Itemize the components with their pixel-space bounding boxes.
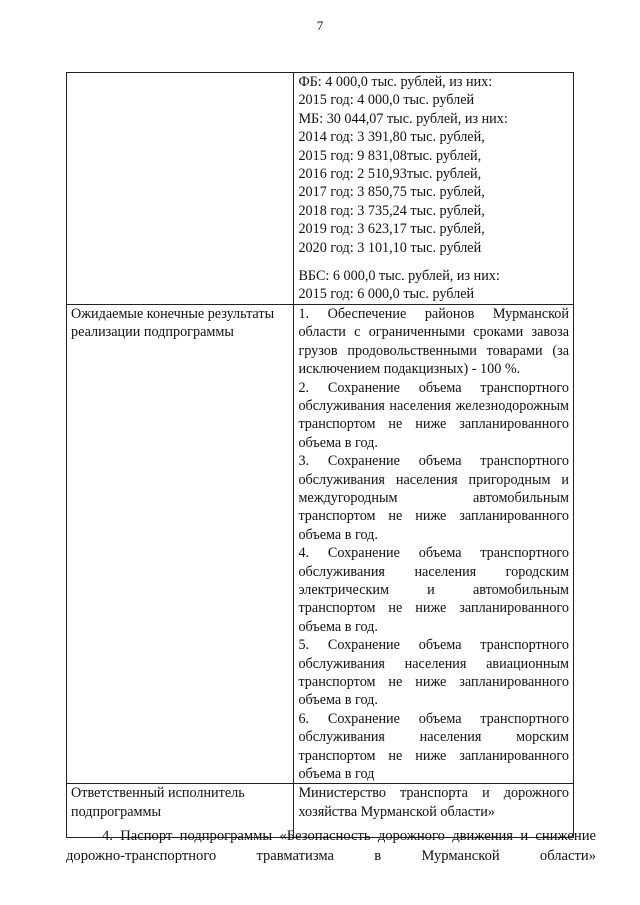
- result-item: 2. Сохранение объема транспортного обслуживания населения железнодорожным транспортом не ниже запланированного объема в год.: [298, 379, 569, 451]
- table-row-financing: [67, 73, 574, 305]
- finance-line: 2014 год: 3 391,80 тыс. рублей,: [298, 129, 485, 146]
- finance-line: 2020 год: 3 101,10 тыс. рублей: [298, 239, 482, 256]
- section-heading-text: 4. Паспорт подпрограммы «Безопасность дорожного движения и снижение дорожно-транспортного травматизма в Мурманской области»: [66, 828, 596, 864]
- result-item: 1. Обеспечение районов Мурманской области с ограниченными сроками завоза грузов продовольственными товарами (за исключением подакцизных) - 100 %.: [298, 305, 569, 378]
- finance-line: МБ: 30 044,07 тыс. рублей, из них:: [298, 110, 508, 127]
- finance-line: 2019 год: 3 623,17 тыс. рублей,: [298, 221, 485, 238]
- finance-line: 2015 год: 4 000,0 тыс. рублей: [298, 92, 475, 109]
- table-row-results: [67, 304, 574, 784]
- result-item: 4. Сохранение объема транспортного обслуживания населения городским электрическим и автомобильным транспортом не ниже запланированного объема в год.: [298, 545, 569, 635]
- finance-line: 2017 год: 3 850,75 тыс. рублей,: [298, 184, 485, 201]
- finance-line: 2016 год: 2 510,93тыс. рублей,: [298, 166, 482, 183]
- finance-line: 2015 год: 6 000,0 тыс. рублей: [298, 286, 475, 303]
- finance-line: 2018 год: 3 735,24 тыс. рублей,: [298, 202, 485, 219]
- financing-label-cell: [67, 73, 294, 305]
- page-number: 7: [316, 18, 324, 33]
- result-item: 6. Сохранение объема транспортного обслуживания населения морским транспортом не ниже запланированного объема в год: [298, 710, 569, 783]
- financing-value-cell: [294, 73, 574, 305]
- results-value-cell: [294, 304, 574, 784]
- subprogram-passport-table: [66, 72, 574, 838]
- finance-line: ФБ: 4 000,0 тыс. рублей, из них:: [298, 74, 493, 90]
- result-item: 5. Сохранение объема транспортного обслуживания населения авиационным транспортом не ниже запланированного объема в год.: [298, 637, 569, 709]
- executor-label-cell: Ответственный исполнитель подпрограммы: [67, 784, 294, 838]
- executor-value: Министерство транспорта и дорожного хозяйства Мурманской области»: [298, 785, 569, 820]
- finance-line: 2015 год: 9 831,08тыс. рублей,: [298, 147, 482, 164]
- finance-line: ВБС: 6 000,0 тыс. рублей, из них:: [298, 268, 500, 285]
- results-label-cell: Ожидаемые конечные результаты реализации подпрограммы: [67, 304, 294, 784]
- section-heading: [66, 826, 596, 866]
- finance-spacer: [298, 257, 569, 267]
- result-item: 3. Сохранение объема транспортного обслуживания населения пригородным и междугородным автомобильным транспортом не ниже запланированного объема в год.: [298, 453, 569, 543]
